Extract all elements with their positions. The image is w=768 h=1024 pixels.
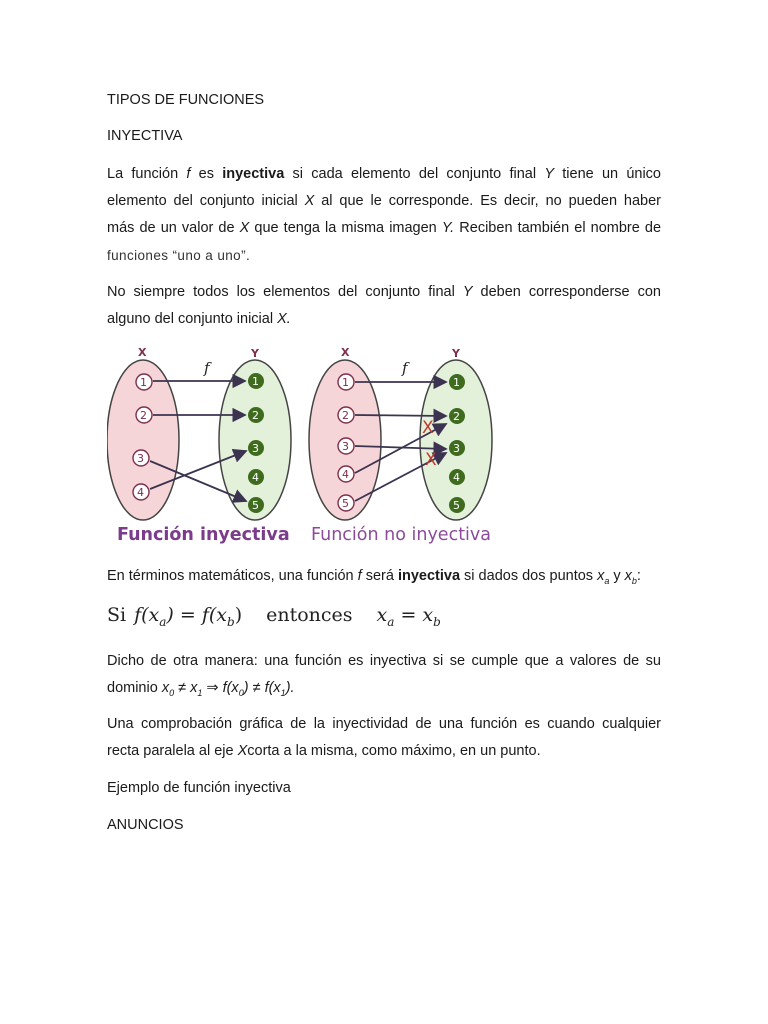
svg-text:2: 2 — [453, 410, 460, 423]
svg-text:4: 4 — [342, 468, 349, 481]
set-y-label-right: Y — [452, 347, 460, 360]
paragraph-alternative: Dicho de otra manera: una función es inyectiva si se cumple que a valores de su dominio $x_0 \ne x_1$ ⇒ $f(x_0) \ne f(x_1)$. — [107, 653, 661, 698]
svg-text:2: 2 — [342, 409, 349, 422]
svg-text:4: 4 — [252, 471, 259, 484]
svg-text:5: 5 — [453, 499, 460, 512]
svg-text:4: 4 — [453, 471, 460, 484]
svg-text:5: 5 — [342, 497, 349, 510]
ads-label: ANUNCIOS — [107, 817, 184, 833]
set-x-label-left: X — [138, 346, 147, 359]
svg-text:2: 2 — [140, 409, 147, 422]
document-title: TIPOS DE FUNCIONES — [107, 92, 265, 108]
f-label-left: f — [204, 359, 210, 377]
paragraph-graphic-check: Una comprobación gráfica de la inyectividad de una función es cuando cualquier recta paralela al eje Xcorta a la misma, como máximo, en un punto. — [107, 716, 661, 759]
function-diagram — [107, 343, 507, 548]
paragraph-definition: La función f es inyectiva si cada elemento del conjunto final Y tiene un único elemento del conjunto inicial X al que le corresponde. Es decir, no pueden haber más de un valor de X que tenga la misma imagen Y. Reciben también el nombre de funciones “uno a uno”. — [107, 166, 662, 263]
svg-text:1: 1 — [252, 375, 259, 388]
svg-text:3: 3 — [252, 442, 259, 455]
svg-text:1: 1 — [140, 376, 147, 389]
paragraph-note: No siempre todos los elementos del conjunto final Y deben corresponderse con alguno del conjunto inicial X. — [107, 284, 661, 327]
svg-text:2: 2 — [252, 409, 259, 422]
svg-text:3: 3 — [453, 442, 460, 455]
caption-injective: Función inyectiva — [117, 525, 290, 545]
f-label-right: f — [402, 359, 408, 377]
svg-text:4: 4 — [137, 486, 144, 499]
injectivity-formula: Si $f(x_a) = f(x_b)$ entonces $x_a = x_b$ — [107, 604, 441, 629]
svg-text:3: 3 — [137, 452, 144, 465]
set-x-label-right: X — [341, 346, 350, 359]
cross-mark-2: X — [425, 450, 437, 470]
svg-text:5: 5 — [252, 499, 259, 512]
svg-text:1: 1 — [342, 376, 349, 389]
caption-non-injective: Función no inyectiva — [311, 525, 491, 545]
svg-text:3: 3 — [342, 440, 349, 453]
set-y-label-left: Y — [251, 347, 259, 360]
section-heading: INYECTIVA — [107, 128, 183, 144]
cross-mark-1: X — [422, 418, 434, 438]
paragraph-math-terms: En términos matemáticos, una función f será inyectiva si dados dos puntos $x_a$ y $x_b$: — [107, 568, 641, 586]
example-heading: Ejemplo de función inyectiva — [107, 780, 291, 796]
svg-text:1: 1 — [453, 376, 460, 389]
